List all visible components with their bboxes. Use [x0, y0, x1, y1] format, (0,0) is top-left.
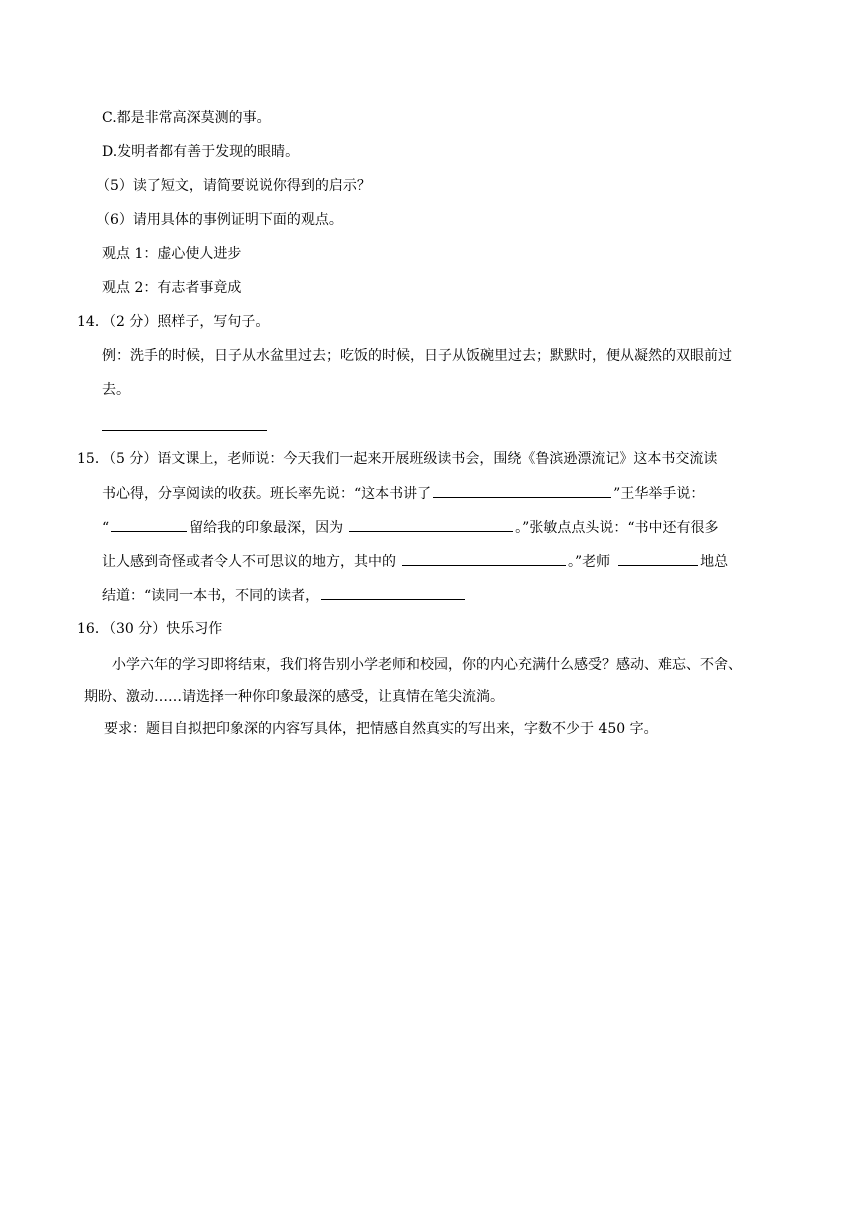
q13-viewpoint-1: 观点 1：虚心使人进步	[102, 246, 242, 262]
q15-line-3-text-b: 留给我的印象最深，因为	[189, 520, 344, 536]
q15-line-5	[102, 585, 467, 606]
q15-blank-teacher-manner[interactable]	[618, 551, 698, 566]
q15-line-3-text-c: 。”张敏点点头说：“书中还有很多	[515, 520, 719, 536]
q13-option-d: D.发明者都有善于发现的眼睛。	[102, 144, 300, 160]
q15-line-1: （5 分）语文课上，老师说：今天我们一起来开展班级读书会，围绕《鲁滨逊漂流记》这本书交流读	[102, 451, 718, 467]
q16-number: 16．	[77, 621, 109, 637]
q14-heading: （2 分）照样子，写句子。	[102, 314, 270, 330]
q15-line-2-text-b: ”王华举手说：	[613, 486, 705, 502]
q15-line-2	[102, 483, 704, 504]
q14-example-line-1: 例：洗手的时候，日子从水盆里过去；吃饭的时候，日子从饭碗里过去；默默时，便从凝然的双眼前过	[102, 348, 732, 364]
q15-line-4-text-c: 地总	[700, 554, 729, 570]
q16-prompt-line-2: 期盼、激动……请选择一种你印象最深的感受，让真情在笔尖流淌。	[84, 689, 504, 705]
q15-line-4	[102, 551, 728, 572]
q15-blank-impression[interactable]	[111, 517, 187, 532]
q15-number: 15．	[77, 451, 109, 467]
q15-line-4-text-a: 让人感到奇怪或者令人不可思议的地方，其中的	[102, 554, 396, 570]
q13-viewpoint-2: 观点 2：有志者事竟成	[102, 280, 242, 296]
q15-line-2-text-a: 书心得，分享阅读的收获。班长率先说：“这本书讲了	[102, 486, 432, 502]
q15-line-4-text-b: 。”老师	[568, 554, 611, 570]
q14-example-line-2: 去。	[102, 382, 130, 398]
q15-blank-book-summary[interactable]	[433, 483, 611, 498]
q15-blank-reason[interactable]	[349, 517, 513, 532]
q13-sub-question-6: （6）请用具体的事例证明下面的观点。	[96, 212, 343, 228]
q14-number: 14．	[77, 314, 109, 330]
q13-sub-question-5: （5）读了短文，请简要说说你得到的启示？	[96, 178, 371, 194]
q16-prompt-line-1: 小学六年的学习即将结束，我们将告别小学老师和校园，你的内心充满什么感受？感动、难忘、不舍、	[112, 657, 742, 673]
q16-requirement: 要求：题目自拟把印象深的内容写具体，把情感自然真实的写出来，字数不少于 450 字。	[104, 721, 658, 737]
q16-heading: （30 分）快乐习作	[102, 621, 223, 637]
q15-line-5-text-a: 结道：“读同一本书，不同的读者，	[102, 588, 320, 604]
q15-line-3-text-a: “	[102, 520, 110, 536]
q13-option-c: C.都是非常高深莫测的事。	[102, 110, 271, 126]
q15-line-3	[102, 517, 719, 538]
q14-answer-blank[interactable]	[102, 430, 267, 431]
q15-blank-conclusion[interactable]	[321, 585, 465, 600]
q15-blank-strange-place[interactable]	[402, 551, 566, 566]
